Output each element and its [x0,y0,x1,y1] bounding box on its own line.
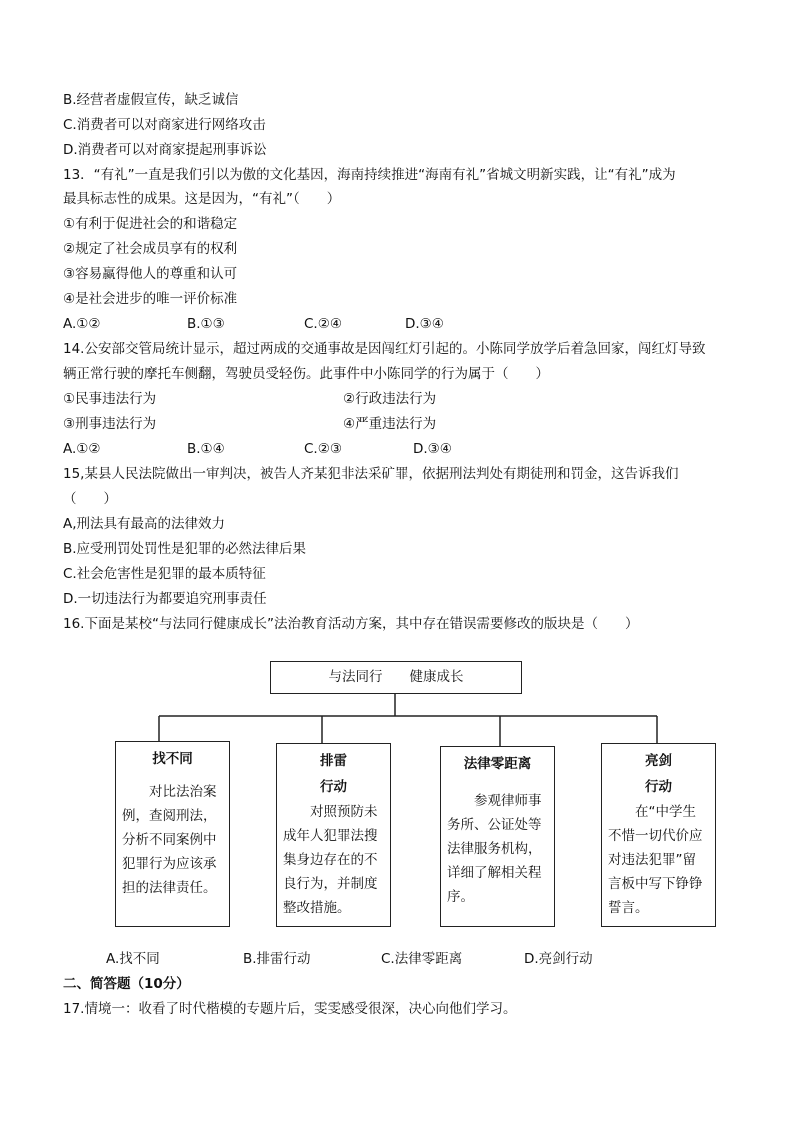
section-heading: 二、简答题（10分） [63,976,190,992]
q12-option-b: B.经营者虚假宣传，缺乏诚信 [63,92,239,108]
q14-stem-line2: 辆正常行驶的摩托车侧翻，驾驶员受轻伤。此事件中小陈同学的行为属于（ ） [63,366,549,382]
card-title-line2: 行动 [320,779,347,795]
card-body: 在“中学生不惜一切代价应对违法犯罪”留言板中写下铮铮誓言。 [608,804,703,916]
q15-option-d: D.一切违法行为都要追究刑事责任 [63,591,267,607]
card-title-line2: 行动 [645,779,672,795]
q15-stem-line2: （ ） [63,491,117,507]
card-body: 参观律师事务所、公证处等法律服务机构，详细了解相关程序。 [447,793,542,905]
card-body: 对比法治案例，查阅刑法，分析不同案例中犯罪行为应该承担的法律责任。 [122,784,217,896]
q15-stem-line1: 15,某县人民法院做出一审判决，被告人齐某犯非法采矿罪，依据刑法判处有期徒刑和罚金，这告诉我们 [63,466,679,482]
card-title: 排雷 [320,753,347,769]
q16-card-find-differences [115,741,230,927]
q16-choice-a: A.找不同 [106,951,160,967]
q13-choice-c: C.②④ [304,316,342,332]
q13-stem-line1: 13．“有礼”一直是我们引以为傲的文化基因，海南持续推进“海南有礼”省城文明新实践，让“有礼”成为 [63,167,676,183]
card-title: 找不同 [152,751,193,767]
q15-option-b: B.应受刑罚处罚性是犯罪的必然法律后果 [63,541,307,557]
q16-choice-b: B.排雷行动 [243,951,311,967]
q13-item-2: ②规定了社会成员享有的权利 [63,241,238,257]
q13-item-3: ③容易赢得他人的尊重和认可 [63,266,238,282]
q17-stem: 17.情境一：收看了时代楷模的专题片后，雯雯感受很深，决心向他们学习。 [63,1001,517,1017]
q16-card-sword-action [601,743,716,927]
q16-card-mine-clearing [276,743,391,927]
q16-card-law-zero-distance [440,746,555,927]
q14-choice-d: D.③④ [413,441,452,457]
q14-choice-c: C.②③ [304,441,342,457]
q13-choice-a: A.①② [63,316,101,332]
card-title: 法律零距离 [463,756,532,772]
q16-choice-d: D.亮剑行动 [524,951,593,967]
q14-item-4: ④严重违法行为 [343,416,437,432]
q15-option-c: C.社会危害性是犯罪的最本质特征 [63,566,266,582]
q14-item-2: ②行政违法行为 [343,391,437,407]
q16-choice-c: C.法律零距离 [381,951,463,967]
q16-stem: 16.下面是某校“与法同行健康成长”法治教育活动方案，其中存在错误需要修改的版块是（ ） [63,616,639,632]
q13-stem-line2: 最具标志性的成果。这是因为，“有礼”（ ） [63,191,341,207]
q13-choice-b: B.①③ [187,316,225,332]
q14-choice-b: B.①④ [187,441,225,457]
q13-choice-d: D.③④ [405,316,444,332]
q13-item-1: ①有利于促进社会的和谐稳定 [63,216,238,232]
q12-option-d: D.消费者可以对商家提起刑事诉讼 [63,142,267,158]
q14-item-3: ③刑事违法行为 [63,416,157,432]
q14-item-1: ①民事违法行为 [63,391,157,407]
q12-option-c: C.消费者可以对商家进行网络攻击 [63,117,266,133]
card-body: 对照预防未成年人犯罪法搜集身边存在的不良行为，并制度整改措施。 [283,804,378,916]
q15-option-a: A,刑法具有最高的法律效力 [63,516,226,532]
card-title: 亮剑 [645,753,672,769]
q16-diagram-title: 与法同行 健康成长 [270,661,522,694]
q13-item-4: ④是社会进步的唯一评价标准 [63,291,238,307]
q14-choice-a: A.①② [63,441,101,457]
q14-stem-line1: 14.公安部交管局统计显示，超过两成的交通事故是因闯红灯引起的。小陈同学放学后着急回家，闯红灯导致 [63,341,706,357]
